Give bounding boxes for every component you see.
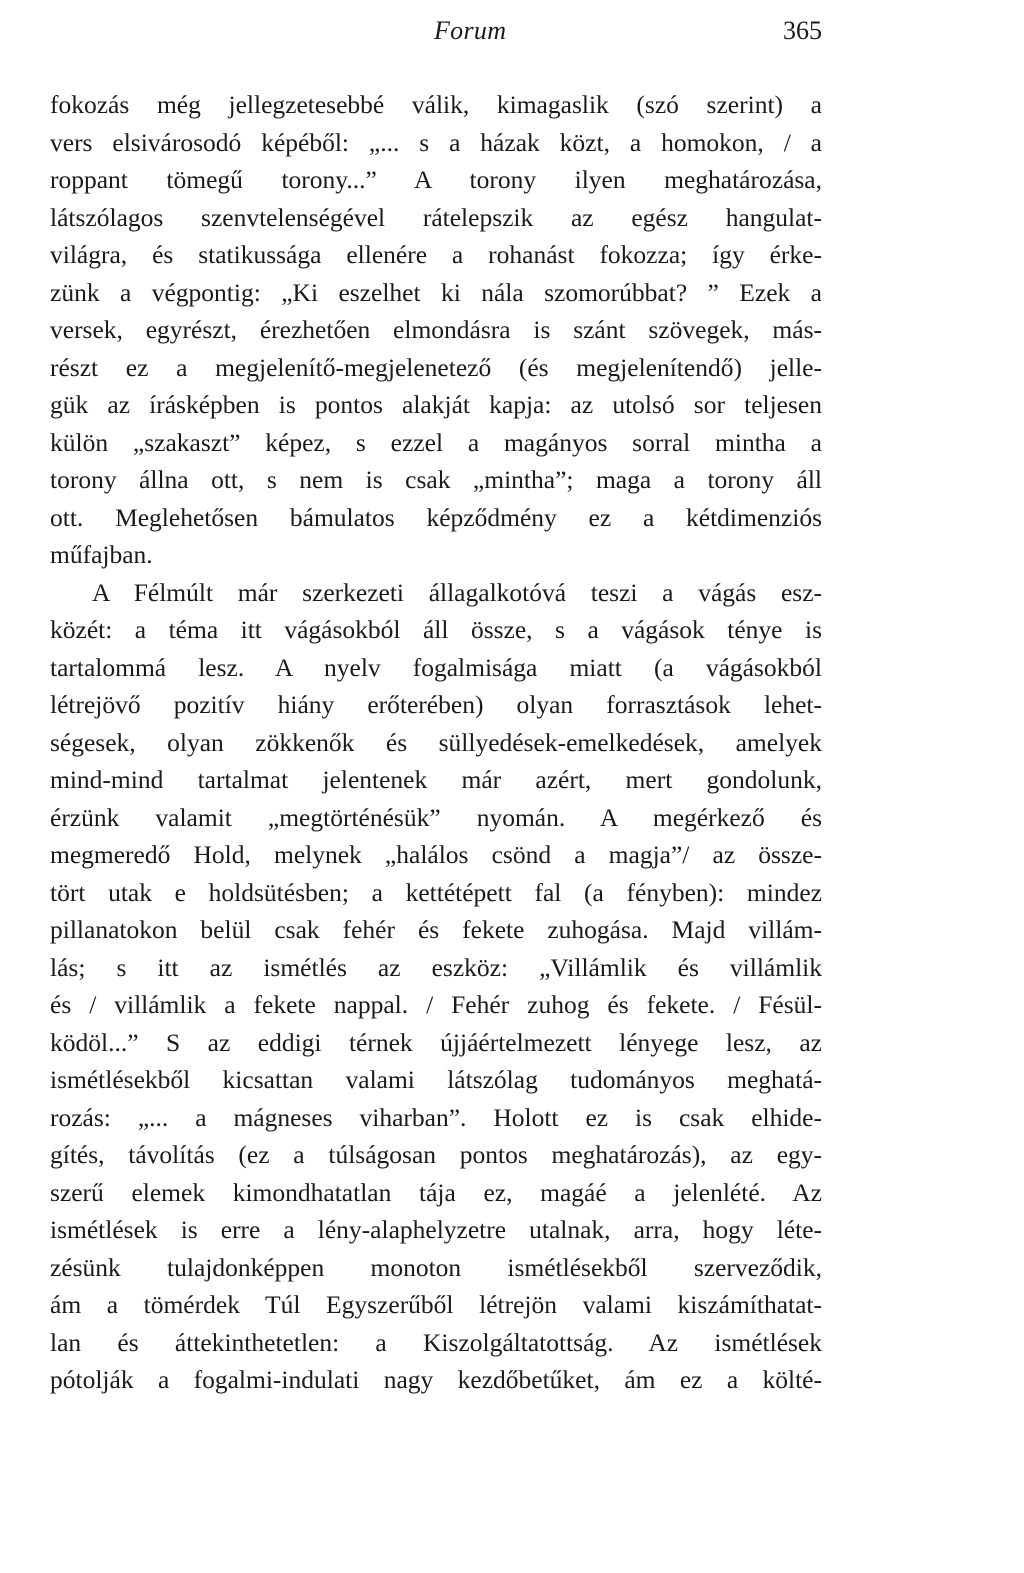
text-line: fokozás még jellegzetesebbé válik, kimagaslik (szó szerint) a	[50, 90, 822, 119]
text-line: megmeredő Hold, melynek „halálos csönd a magja”/ az össze-	[50, 840, 822, 869]
journal-title: Forum	[434, 16, 507, 45]
body-text	[50, 86, 822, 1399]
text-line: részt ez a megjelenítő-megjelenetező (és megjelenítendő) jelle-	[50, 352, 822, 382]
text-line: vers elsivárosodó képéből: „... s a házak közt, a homokon, / a	[50, 127, 822, 157]
text-line: közét: a téma itt vágásokból áll össze, s a vágások ténye is	[50, 615, 822, 644]
paragraph	[50, 86, 822, 574]
text-line: szerű elemek kimondhatatlan tája ez, magáé a jelenlété. Az	[50, 1177, 822, 1207]
text-line: ám a tömérdek Túl Egyszerűből létrejön valami kiszámíthatat-	[50, 1290, 822, 1319]
text-line: rozás: „... a mágneses viharban”. Holott ez is csak elhide-	[50, 1102, 822, 1132]
text-line: tört utak e holdsütésben; a kettétépett fal (a fényben): mindez	[50, 877, 822, 907]
text-line: lás; s itt az ismétlés az eszköz: „Villámlik és villámlik	[50, 952, 822, 982]
text-line: ségesek, olyan zökkenők és süllyedések-emelkedések, amelyek	[50, 727, 822, 757]
running-head	[50, 0, 822, 64]
text-line: zünk a végpontig: „Ki eszelhet ki nála szomorúbbat? ” Ezek a	[50, 277, 822, 307]
text-line: ismétlések is erre a lény-alaphelyzetre utalnak, arra, hogy léte-	[50, 1215, 822, 1244]
text-line: érzünk valamit „megtörténésük” nyomán. A megérkező és	[50, 802, 822, 832]
text-line: világra, és statikussága ellenére a rohanást fokozza; így érke-	[50, 240, 822, 269]
text-line: mind-mind tartalmat jelentenek már azért, mert gondolunk,	[50, 765, 822, 794]
text-line: tartalommá lesz. A nyelv fogalmisága miatt (a vágásokból	[50, 652, 822, 682]
text-line: ismétlésekből kicsattan valami látszólag tudományos meghatá-	[50, 1065, 822, 1094]
text-line: gítés, távolítás (ez a túlságosan pontos meghatározás), az egy-	[50, 1140, 822, 1169]
text-line: és / villámlik a fekete nappal. / Fehér zuhog és fekete. / Fésül-	[50, 990, 822, 1019]
text-line: látszólagos szenvtelenségével rátelepszik az egész hangulat-	[50, 202, 822, 232]
text-line: roppant tömegű torony...” A torony ilyen meghatározása,	[50, 165, 822, 194]
text-line: A Félmúlt már szerkezeti állagalkotóvá teszi a vágás esz-	[92, 577, 822, 607]
text-line: gük az írásképben is pontos alakját kapja: az utolsó sor teljesen	[50, 390, 822, 419]
page-number: 365	[783, 16, 822, 45]
document-page	[50, 0, 822, 1394]
paragraph	[50, 574, 822, 1399]
text-line: torony állna ott, s nem is csak „mintha”; maga a torony áll	[50, 465, 822, 494]
text-line: ott. Meglehetősen bámulatos képződmény ez a kétdimenziós	[50, 502, 822, 532]
text-line: pótolják a fogalmi-indulati nagy kezdőbetűket, ám ez a költé-	[50, 1365, 822, 1394]
text-line: ködöl...” S az eddigi térnek újjáértelmezett lényege lesz, az	[50, 1027, 822, 1057]
text-line: külön „szakaszt” képez, s ezzel a magányos sorral mintha a	[50, 427, 822, 457]
text-line: zésünk tulajdonképpen monoton ismétlésekből szerveződik,	[50, 1252, 822, 1282]
text-line: lan és áttekinthetetlen: a Kiszolgáltatottság. Az ismétlések	[50, 1327, 822, 1357]
text-line: műfajban.	[50, 540, 153, 569]
text-line: versek, egyrészt, érezhetően elmondásra is szánt szövegek, más-	[50, 315, 822, 344]
text-line: pillanatokon belül csak fehér és fekete zuhogása. Majd villám-	[50, 915, 822, 944]
text-line: létrejövő pozitív hiány erőterében) olyan forrasztások lehet-	[50, 690, 822, 719]
